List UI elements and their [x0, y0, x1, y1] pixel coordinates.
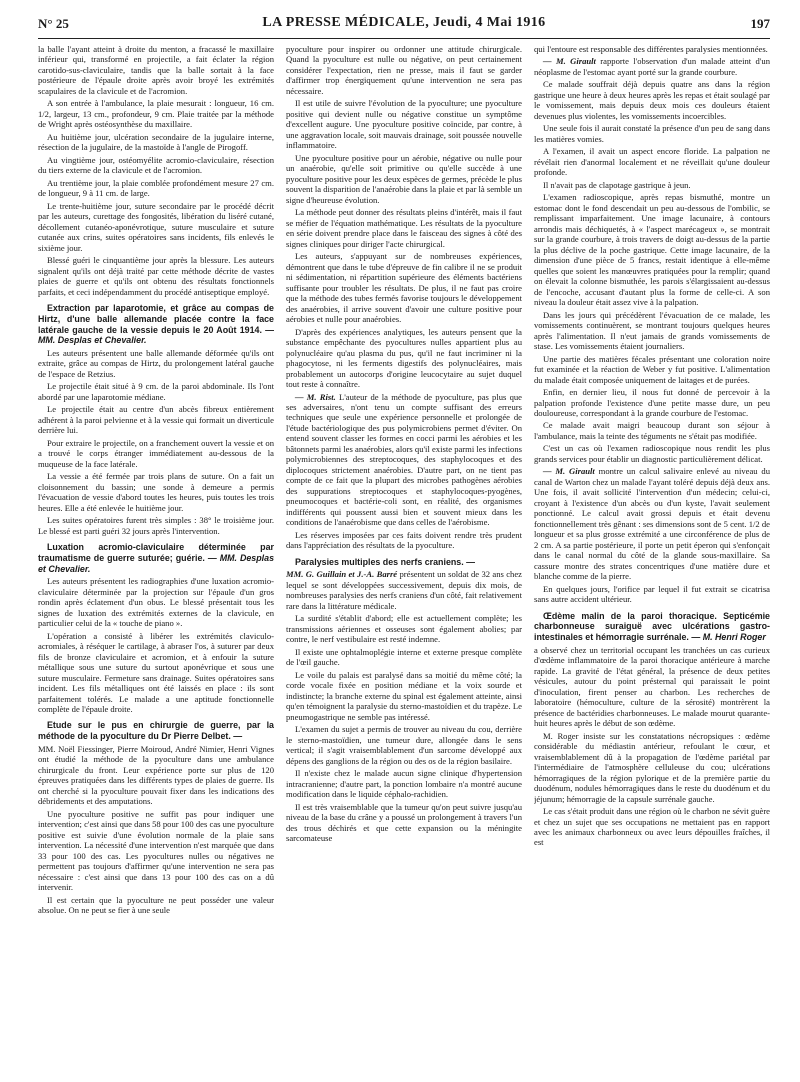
paragraph-text: montre un calcul salivaire enlevé au niveau du canal de Warton chez un malade l'ayant toléré depuis déjà deux ans. Une fois, il avait sollicité l'intervention d'un médecin; celui-ci, croyant à l'existence d'un abcès ou d'un kyste, l'avait seulement ponctionné. Le calcul avait grossi depuis et était devenu fonctionnellement très gênant : ses dimensions sont de 5 cent. 1/2 de longueur et sa plus grosse extrémité a une circonférence de plus de 2 cm. A sa partie postérieure, il porte un petit éperon qui s'enfonçait dans le canal normal du côté de la glande sous-maxillaire. Sa cassure montre des strates concentriques d'une matière dure et blanche comme de la pierre.	[534, 466, 770, 582]
paragraph-authors: — M. Girault	[543, 466, 595, 477]
paragraph	[38, 744, 274, 807]
heading-title: Paralysies multiples des nerfs craniens. —	[295, 556, 476, 567]
paragraph-text: Ce malade avait maigri beaucoup durant son séjour à l'ambulance, mais la teinte des téguments ne s'était pas modifiée.	[534, 420, 770, 441]
paragraph	[286, 802, 522, 844]
paragraph	[534, 354, 770, 385]
paragraph	[534, 584, 770, 605]
paragraph-text: Blessé guéri le cinquantième jour après la blessure. Les auteurs signalent qu'ils ont déjà traité par cette méthode décrite de vastes plaies de guerre et qu'ils ont obtenu des résultats fonctionnels parfaits, et ceci indépendamment du procédé antiseptique employé.	[38, 255, 274, 297]
paragraph	[534, 192, 770, 307]
paragraph-text: La méthode peut donner des résultats pleins d'intérêt, mais il faut se méfier de l'équation mathématique. Les résultats de la pyoculture en série doivent prendre place dans le faisceau des signes à côté des signes cliniques pour diriger l'acte chirurgical.	[286, 207, 522, 249]
paragraph-text: Au trentième jour, la plaie comblée profondément mesure 27 cm. de longueur, 9 à 11 cm. de large.	[38, 177, 274, 199]
section-heading	[534, 611, 770, 643]
paragraph-text: La surdité s'établit d'abord; elle est actuellement complète; les transmissions aériennes et osseuses sont également abolies; par contre, le nerf vestibulaire est resté indemne.	[286, 613, 522, 645]
paragraph-text: rapporte l'observation d'un malade atteint d'un néoplasme de l'estomac ayant porté sur la grande courbure.	[534, 56, 770, 77]
issue-number: N° 25	[38, 16, 69, 31]
paragraph-text: Le projectile était au centre d'un abcès fibreux entièrement adhérent à la paroi pelvienne et à la vessie qui formait un diverticule derrière lui.	[38, 404, 274, 436]
paragraph-text: Le cas s'était produit dans une région où le charbon ne sévit guère et chez un sujet que ses occupations ne mettaient pas en rapport avec les animaux charbonneux ou avec leurs dépouilles fraîches, il est	[534, 806, 770, 848]
paragraph-text: Une partie des matières fécales présentant une coloration noire fut examinée et la réaction de Weber y fut positive. L'alimentation du malade était composée uniquement de laitages et de purées.	[534, 353, 770, 385]
column-right	[534, 44, 770, 1074]
paragraph-text: C'est un cas où l'examen radioscopique nous rendit les plus grands services pour établir un diagnostic particulièrement délicat.	[534, 443, 770, 464]
paragraph	[534, 806, 770, 848]
heading-title: Etude sur le pus en chirurgie de guerre, par la méthode de la pyoculture du Dr Pierre Delbet. —	[38, 720, 274, 742]
paragraph	[534, 731, 770, 804]
paragraph	[286, 98, 522, 150]
paragraph	[38, 631, 274, 715]
paragraph-text: Une pyoculture positive ne suffit pas pour indiquer une intervention; c'est ainsi que dans 58 pour 100 des cas une pyoculture positive est suivie d'une évolution normale de la plaie sans intervention. La nécessité d'une intervention n'est marquée que dans 33 pour 100 des cas. Les pyocultures nulles ou négatives ne permettent pas toujours d'affirmer qu'une intervention ne sera pas nécessaire : c'est ainsi que dans 13 pour 100 des cas on a dû intervenir.	[38, 808, 274, 893]
paragraph-text: Pour extraire le projectile, on a franchement ouvert la vessie et on a trouvé le corps étranger immédiatement au-dessous de la muqueuse de la face latérale.	[38, 437, 274, 469]
paragraph-text: A l'examen, il avait un aspect encore floride. La palpation ne révélait rien d'anormal localement et ne réveillait qu'une douleur profonde.	[534, 146, 770, 178]
section-heading	[38, 720, 274, 741]
paragraph-text: pyoculture pour inspirer ou ordonner une attitude chirurgicale. Quand la pyoculture est nulle ou négative, on peut certainement considérer l'expectation, rien ne presse, mais il faut se garder d'affirmer trop énergiquement qu'une intervention ne sera pas nécessaire.	[286, 44, 522, 96]
paragraph	[534, 180, 770, 190]
paragraph	[38, 44, 274, 96]
paragraph-authors: MM. G. Guillain et J.-A. Barré	[286, 569, 398, 580]
paragraph	[38, 809, 274, 893]
page-header	[38, 12, 770, 39]
heading-authors: MM. Desplas et Chevalier.	[38, 552, 274, 574]
paragraph	[534, 146, 770, 177]
paragraph-text: MM. Noël Fiessinger, Pierre Moiroud, André Nimier, Henri Vignes ont étudié la méthode de la pyoculture dans une ambulance chirurgicale du front. Leur expérience porte sur plus de 120 épreuves pratiquées dans les différents types de plaies de guerre. Ils ont cherché si la pyoculture pouvait fixer dans les indications des débridements et des amputations.	[38, 743, 274, 807]
paragraph	[38, 471, 274, 513]
heading-title: Luxation acromio-claviculaire déterminée par traumatisme de guerre suturée; guérie. —	[38, 542, 274, 563]
paragraph-text: Il existe une ophtalmoplégie interne et externe presque complète de l'œil gauche.	[286, 646, 522, 668]
paragraph-text: D'après des expériences analytiques, les auteurs pensent que la substance empêchante des pyocultures nulles appartient plus au polynucléaire qu'au plasma du pus, qu'il ne faut incriminer ni la phagocytose, ni les ferments digestifs des polynucléaires, mais probablement un autocorps d'origine leucocytaire au sujet duquel tout reste à connaître.	[286, 326, 522, 390]
paragraph	[534, 310, 770, 352]
paragraph	[286, 327, 522, 390]
paragraph-text: a observé chez un territorial occupant les tranchées un cas curieux d'œdème inflammatoire de la paroi thoracique antérieure à marche rapide. La gravité de l'état général, la présence de deux petites vésicules, autour du point présternal qui paraissait le point d'inoculation, firent penser au charbon. Les recherches de laboratoire (hémoculture, culture de la sérosité) montrèrent la présence de bactéridies charbonneuses. Le malade mourut quarante-huit heures après le début de son œdème.	[534, 644, 770, 729]
paragraph	[38, 348, 274, 379]
paragraph-text: Les auteurs présentent les radiographies d'une luxation acromio-claviculaire déterminée par la projection sur l'épaule d'un gros rondin après éclatement d'un obus. Le blessé présentait tous les signes de luxation des extrémités externes de la clavicule, en particulier celui de la « touche de piano ».	[38, 576, 274, 629]
paragraph-text: Le trente-huitième jour, suture secondaire par le procédé décrit par les auteurs, curettage des fongosités, libération du liséré cutané, décollement cutanéo-aponévrotique, suture musculaire et suture cutanée aux crins, suites opératoires sans incidents, fils enlevés le sixième jour.	[38, 200, 274, 253]
paragraph	[286, 670, 522, 722]
column-left	[38, 44, 274, 1074]
paragraph	[534, 420, 770, 441]
paragraph-text: L'opération a consisté à libérer les extrémités claviculo-acromiales, à réséquer le cartilage, à abraser l'os, à suturer par deux fils de bronze claviculaire et acromion, et à enfouir la suture métallique sous une suture du surtout aponévrique et sous une suture musculaire. Fermeture sans drainage. Suites opératoires sans incident. Les fils métalliques ont été laissés en place : ils sont parfaitement tolérés. Le malade a une aptitude fonctionnelle complète de l'épaule droite.	[38, 630, 274, 714]
paragraph	[534, 79, 770, 121]
paragraph	[38, 381, 274, 402]
paragraph	[38, 515, 274, 536]
paragraph	[534, 466, 770, 581]
paragraph	[38, 98, 274, 129]
paragraph-text: L'examen du sujet a permis de trouver au niveau du cou, derrière le sterno-mastoïdien, une tumeur dure, allongée dans le sens vertical; il s'agit vraisemblablement d'un sarcome développé aux dépens des ganglions de la région ou des os de la région basilaire.	[286, 724, 522, 766]
paragraph-text: Les auteurs présentent une balle allemande déformée qu'ils ont extraite, grâce au compas de Hirtz, du prolongement latéral gauche de l'espace de Retzius.	[38, 347, 274, 379]
paragraph-text: Ce malade souffrait déjà depuis quatre ans dans la région gastrique une heure à deux heures après les repas et était soulagé par le vomissement, mais depuis deux mois ces douleurs étaient devenues plus violentes, les vomissements incoercibles.	[534, 79, 770, 121]
paragraph-text: Une seule fois il aurait constaté la présence d'un peu de sang dans les matières vomies.	[534, 123, 770, 144]
paragraph-text: Au vingtième jour, ostéomyélite acromio-claviculaire, résection du tiers externe de la clavicule et de l'acromion.	[38, 154, 274, 176]
paragraph-text: Une pyoculture positive pour un aérobie, négative ou nulle pour un anaérobie, qu'elle soit primitive ou qu'elle succède à une pyoculture positive pour les deux espèces de germes, précède le plus souvent la disparition de l'anaérobie dans la plaie et par là semble un signe d'heureuse évolution.	[286, 152, 522, 205]
paragraph-text: Le voile du palais est paralysé dans sa moitié du même côté; la corde vocale fixée en position médiane et la voix sourde et indistincte; la branche externe du spinal est également atteinte, ainsi qu'en témoignent la paralysie du sterno-mastoïdien et du trapèze. Le pneumogastrique ne semble pas intéressé.	[286, 669, 522, 722]
paragraph-text: Les réserves imposées par ces faits doivent rendre très prudent dans l'appréciation des résultats de la pyoculture.	[286, 529, 522, 551]
paragraph-text: A son entrée à l'ambulance, la plaie mesurait : longueur, 16 cm. 1/2, largeur, 13 cm., profondeur, 9 cm. Plaie traitée par la méthode de Wright après ostéosynthèse du maxillaire.	[38, 98, 274, 130]
column-middle	[286, 44, 522, 1074]
paragraph-text: Enfin, en dernier lieu, il nous fut donné de percevoir à la palpation profonde l'existence d'une petite masse dure, un peu douloureuse, correspondant à la grande courbure de l'estomac.	[534, 387, 770, 418]
paragraph	[286, 724, 522, 766]
paragraph-text: Au huitième jour, ulcération secondaire de la jugulaire interne, résection de la jugulaire, de la mastoïde à l'angle de Pirogoff.	[38, 131, 274, 153]
page-number: 197	[750, 16, 770, 31]
columns	[38, 44, 770, 1074]
heading-authors: MM. Desplas et Chevalier.	[38, 335, 147, 346]
paragraph	[38, 201, 274, 253]
paragraph	[286, 613, 522, 644]
paragraph	[38, 576, 274, 628]
paragraph-text: qui l'entoure est responsable des différentes paralysies mentionnées.	[534, 44, 768, 54]
paragraph	[534, 123, 770, 144]
paragraph-text: L'examen radioscopique, après repas bismuthé, montre un estomac dont le fond descendait un peu au-dessous de l'ombilic, se remplissant imparfaitement. Une image lacunaire, à contours arrondis mais déchiquetés, à « l'aspect marécageux », se montrait sur la grande courbure, à trois travers de doigt au-dessus de la partie la plus déclive de la poche gastrique. Cette image lacunaire, de la dimension d'une pièce de 5 francs, restait identique à elle-même quelles que soient les manœuvres pratiquées pour la remplir; quand on élevait la colonne bismuthée, les parois s'élargissaient au-dessus de l'encoche, accusant d'autant plus la forme de celle-ci. A son niveau la douleur était assez vive à la palpation.	[534, 192, 770, 308]
paragraph-authors: — M. Girault	[543, 56, 596, 67]
heading-title: Œdème malin de la paroi thoracique. Septicémie charbonneuse suraiguë avec ulcérations gastro-intestinales et hémorragie surrénale. —	[534, 610, 770, 643]
paragraph	[286, 392, 522, 528]
paragraph	[286, 569, 522, 611]
paragraph	[38, 895, 274, 916]
paragraph-text: Il est utile de suivre l'évolution de la pyoculture; une pyoculture positive qui devient nulle ou négative constitue un symptôme d'excellent augure. Une pyoculture positive coïncide, par contre, à une aggravation locale, soit mauvais drainage, soit poussée nouvelle inflammatoire.	[286, 98, 522, 151]
paragraph-text: Dans les jours qui précédèrent l'évacuation de ce malade, les vomissements continuèrent, se montrant toujours quelques heures après l'alimentation. Il n'eut jamais de grands vomissements de stase. Les vomissements étaient journaliers.	[534, 309, 770, 352]
paragraph	[534, 44, 770, 54]
paragraph-text: Le projectile était situé à 9 cm. de la paroi abdominale. Ils l'ont abordé par une laparotomie médiane.	[38, 381, 274, 402]
paragraph	[38, 255, 274, 297]
paragraph	[534, 387, 770, 418]
masthead-title: LA PRESSE MÉDICALE, Jeudi, 4 Mai 1916	[262, 15, 546, 30]
paragraph	[38, 132, 274, 153]
paragraph	[38, 155, 274, 176]
paragraph-text: En quelques jours, l'orifice par lequel il fut extrait se cicatrisa sans autre accident ultérieur.	[534, 583, 770, 605]
newspaper-page	[38, 12, 770, 1074]
paragraph	[534, 645, 770, 729]
paragraph	[534, 443, 770, 464]
paragraph-text: M. Roger insiste sur les constatations nécropsiques : œdème considérable du médiastin antérieur, refoulant le cœur, et vraisemblablement dû à la propagation de l'œdème pariétal par l'intermédiaire de l'atmosphère celluleuse du cou; ulcérations hémorragiques de la région pylorique et de la première partie du duodénum, nodules hémorragiques dans le reste du duodénum et du jéjunum; hémorragie de la capsule surrénale gauche.	[534, 730, 770, 804]
paragraph	[286, 768, 522, 799]
paragraph	[38, 178, 274, 199]
paragraph-text: la balle l'ayant atteint à droite du menton, a fracassé le maxillaire inférieur qui, transformé en projectile, a fait éclater la région carotido-sus-claviculaire, tandis que la balle sortait à la face postérieure de l'épaule droite après avoir broyé les extrémités scapulaires de la clavicule et de l'acromion.	[38, 44, 274, 96]
section-heading	[286, 557, 522, 568]
paragraph-text: Il n'avait pas de clapotage gastrique à jeun.	[543, 179, 691, 190]
paragraph-text: La vessie a été fermée par trois plans de suture. On a fait un cloisonnement du bassin; une sonde à demeure a permis l'évacuation de vessie d'abord toutes les heures, puis toutes les trois heures. Elle a été enlevée le huitième jour.	[38, 471, 274, 513]
paragraph	[286, 44, 522, 96]
paragraph	[286, 530, 522, 551]
paragraph-text: Il est certain que la pyoculture ne peut posséder une valeur absolue. On ne peut se fier à une seule	[38, 894, 274, 916]
paragraph	[38, 404, 274, 435]
paragraph-text: Les suites opératoires furent très simples : 38° le troisième jour. Le blessé est parti guéri 32 jours après l'intervention.	[38, 515, 274, 536]
section-heading	[38, 303, 274, 346]
heading-authors: M. Henri Roger	[702, 632, 766, 643]
paragraph	[286, 207, 522, 249]
paragraph-text: présentent un soldat de 32 ans chez lequel se sont développées successivement, depuis dix mois, de nombreuses paralysies des nerfs craniens d'un côté, fait relativement rare dans la littérature médicale.	[286, 569, 522, 611]
paragraph	[286, 153, 522, 205]
paragraph	[534, 56, 770, 77]
paragraph	[286, 647, 522, 668]
paragraph-text: Il est très vraisemblable que la tumeur qu'on peut suivre jusqu'au niveau de la base du crâne y a poussé un prolongement à travers l'un des trous déchirés et que cette expansion ou la méningite sarcomateuse	[286, 801, 522, 844]
paragraph	[38, 438, 274, 469]
paragraph-authors: — M. Rist.	[295, 391, 336, 402]
paragraph-text: Les auteurs, s'appuyant sur de nombreuses expériences, démontrent que dans le tube d'épreuve de fin calibre il ne se produit ni sédimentation, ni répartition supérieure des éléments bactériens suffisante pour troubler les résultats. De plus, il ne faut pas croire que la méthode des tubes fermés favorise toujours le développement des anaérobies, il arrive souvent d'avoir une culture positive pour aérobies et nulle pour anaérobies.	[286, 251, 522, 325]
paragraph-text: Il n'existe chez le malade aucun signe clinique d'hypertension intracranienne; d'autre part, la ponction lombaire n'a montré aucune modification dans le liquide céphalo-rachidien.	[286, 768, 522, 800]
section-heading	[38, 542, 274, 574]
paragraph	[286, 251, 522, 324]
heading-title: Extraction par laparotomie, et grâce au compas de Hirtz, d'une balle allemande placée contre la face latérale gauche de la vessie depuis le 20 Août 1914. —	[38, 303, 274, 335]
paragraph-text: L'auteur de la méthode de pyoculture, pas plus que ses adversaires, n'ont tenu un compte suffisant des erreurs techniques que seule une expérience personnelle et prolongée de l'étude bactériologique des pus polymicrobiens permet d'éviter. On entend souvent classer les formes en cocci parmi les aérobies et les bâtonnets parmi les anaérobies, alors qu'il existe parmi les infections polymicrobiennes des streptocoques, des staphylocoques et des diplocoques strictement anaérobies. D'autre part, on ne tient pas compte de ce fait que la plupart des microbes pathogènes aérobies des suppurations streptocoques et staphylocoques-pyogènes, pneumocoques et bactérie-coli sont, en réalité, des organismes indifférents qui poussent aussi bien et souvent mieux dans les conditions de l'anaérobisme que dans celles de l'aérobisme.	[286, 391, 522, 528]
